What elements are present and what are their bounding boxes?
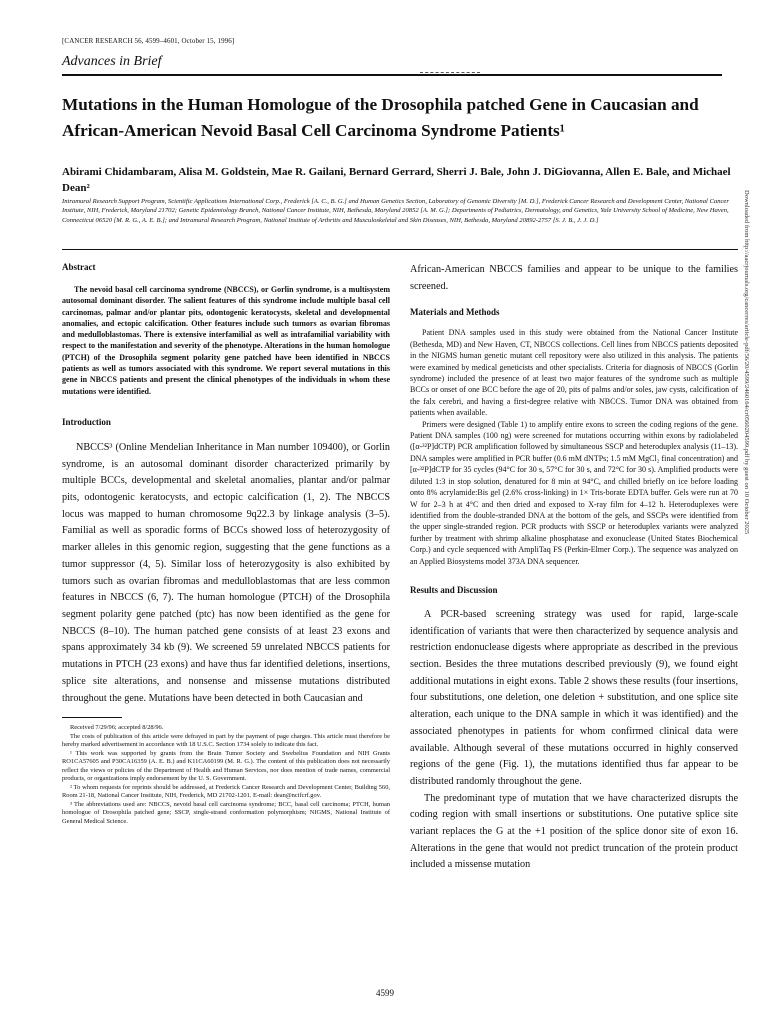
introduction-text: NBCCS³ (Online Mendelian Inheritance in Man number 109400), or Gorlin syndrome, is an autosomal dominant disorder characterized primarily by multiple BCCs, developmental and skeletal anomalies, plantar and/or palmar pits, odontogenic keratocysts, and ectopic calcification (1, 2). The NBCCS locus was mapped to human chromosome 9q22.3 by linkage analysis (3–5). Familial as well as sporadic forms of BCCs showed loss of heterozygosity of marker alleles in this genomic region, suggesting that the gene functions as a tumor suppressor (4, 5). Similar loss of heterozygosity is also exhibited by tumors such as ovarian fibromas and medulloblastomas that are less common features in NBCCS (6, 7). The human homologue (PTCH) of the Drosophila segment polarity gene patched (ptc) has now been identified as the gene for NBCCS (8–10). The human patched gene consists of at least 23 exons and spans approximately 34 kb (9). We screened 59 unrelated NBCCS patients for mutations in PTCH (23 exons) and have thus far identified deletions, insertions, splice site alterations, and nonsense and missense mutations distributed throughout the gene. Mutations have been detected in both Caucasian and bbox=[62, 441, 390, 704]
download-watermark: Downloaded from http://aacrjournals.org/cancerres/article-pdf/56/20/4599/2460164/cr0560204599.pdf by guest on 10 October 2025 bbox=[743, 190, 750, 535]
footnote-reprints: ² To whom requests for reprints should be addressed, at Frederick Cancer Research and Development Center, Building 560, Room 21-18, National Cancer Institute, NIH, Frederick, MD 21702-1201. E-mail: dean@ncifcrf.gov. bbox=[62, 783, 390, 800]
author-list: Abirami Chidambaram, Alisa M. Goldstein, Mae R. Gailani, Bernard Gerrard, Sherri J. Bale, John J. DiGiovanna, Allen E. Bale, and Michael Dean² bbox=[62, 166, 731, 194]
footnotes bbox=[62, 724, 390, 826]
page-number: 4599 bbox=[376, 988, 394, 998]
affiliation-rule bbox=[62, 249, 738, 250]
right-column bbox=[410, 262, 738, 874]
affiliations: Intramural Research Support Program, Scientific Applications International Corp., Frederick [A. C., B. G.] and Human Genetics Section, Laboratory of Genomic Diversity [M. D.], Frederick Cancer Research and Development Center, National Cancer Institute, NIH, Frederick, Maryland 21702; Genetic Epidemiology Branch, National Cancer Institute, NIH, Bethesda, Maryland 20852 [A. M. G.]; Departments of Pediatrics, Dermatology, and Genetics, Yale University School of Medicine, New Haven, Connecticut 06520 [M. R. G., A. E. B.]; and Intramural Research Program, National Institute of Arthritis and Musculoskeletal and Skin Diseases, NIH, Bethesda, Maryland 20892-2757 [S. J. B., J. J. D.] bbox=[62, 198, 729, 224]
abstract-text: The nevoid basal cell carcinoma syndrome (NBCCS), or Gorlin syndrome, is a multisystem autosomal dominant disorder. The salient features of this syndrome include multiple basal cell carcinomas, palmar and/or plantar pits, odontogenic keratocysts, skeletal and developmental anomalies, and ectopic calcification. Other features include such tumors as ovarian fibromas and medulloblastomas. There is extensive interfamilial as well as intrafamilial variability with respect to the manifestation and severity of the phenotype. Alterations in the human homologue (PTCH) of the Drosophila segment polarity gene patched have been identified in NBCCS patients as well as tumors associated with this syndrome. We report several mutations in this gene in NBCCS patients and present the clinical phenotypes of the individuals in whom these mutations were identified. bbox=[62, 285, 390, 396]
footnote-funding: ¹ This work was supported by grants from the Brain Tumor Society and Swebelius Foundation and NIH Grants RO1CA57605 and P30CA16359 (A. E. B.) and K11CA60199 (M. R. G.). The content of this publication does not necessarily reflect the views or policies of the Department of Health and Human Services, nor does mention of trade names, commercial products, or organizations imply endorsement by the U. S. Government. bbox=[62, 749, 390, 783]
footnote-abbreviations: ³ The abbreviations used are: NBCCS, nevoid basal cell carcinoma syndrome; BCC, basal cell carcinoma; PTCH, human homologue of Drosophila patched gene; SSCP, single-strand conformation polymorphism; NIGMS, National Institute of General Medical Science. bbox=[62, 800, 390, 825]
introduction-continuation: African-American NBCCS families and appear to be unique to the families screened. bbox=[410, 264, 738, 292]
introduction-heading: Introduction bbox=[62, 416, 111, 427]
running-head: [CANCER RESEARCH 56, 4599–4601, October 15, 1996] bbox=[62, 37, 235, 45]
footnote-costs: The costs of publication of this article were defrayed in part by the payment of page charges. This article must therefore be hereby marked advertisement in accordance with 18 U.S.C. Section 1734 solely to indicate this fact. bbox=[62, 732, 390, 749]
header-dashed-rule bbox=[420, 72, 480, 73]
results-paragraph-1: A PCR-based screening strategy was used for rapid, large-scale identification of variants that were then characterized by sequence analysis and restriction endonuclease digests where appropriate as described in the previous section. Besides the three mutations described previously (9), we found eight additional mutations in eight exons. Table 2 shows these results (four insertions, four substitutions, one deletion, one deletion + substitution, and one splice site alteration, each unique to the DNA sample in which it was identified) and the associated phenotypes in patients for whom confirmed clinical data were available. Although several of these mutations occurred in highly conserved regions of the gene (Fig. 1), the mutations identified thus far appear to be distributed randomly throughout the gene. bbox=[410, 608, 738, 787]
abstract-heading: Abstract bbox=[62, 262, 96, 272]
article-title: Mutations in the Human Homologue of the Drosophila patched Gene in Caucasian and African-American Nevoid Basal Cell Carcinoma Syndrome Patients¹ bbox=[62, 95, 699, 140]
results-paragraph-2: The predominant type of mutation that we have characterized disrupts the coding region with small insertions or substitutions. One putative splice site variant replaces the G at the +1 position of the splice donor site of exon 16. Alterations in the gene that would not predict truncation of the protein product included a missense mutation bbox=[410, 792, 738, 871]
materials-heading: Materials and Methods bbox=[410, 307, 500, 318]
footnote-received: Received 7/29/96; accepted 8/28/96. bbox=[70, 724, 164, 732]
results-heading: Results and Discussion bbox=[410, 584, 498, 595]
header-rule bbox=[62, 74, 722, 76]
section-banner: Advances in Brief bbox=[62, 54, 162, 69]
materials-paragraph-1: Patient DNA samples used in this study were obtained from the National Cancer Institute (Bethesda, MD) and New Haven, CT, NBCCS collections. Cell lines from NBCCS patients deposited in the NIGMS human genetic mutant cell repository were also utilized in this analysis. The patients were examined by medical geneticists and other specialists. Criteria for diagnosis of NBCCS (Gorlin syndrome) included the presence of at least two major features of the syndrome such as multiple BCCs or onset of one BCC before the age of 20, pits of palms and/or soles, jaw cysts, calcification of the falx cerebri, and having a first-degree relative with NBCCS. Tumor DNA was obtained from patients when available. bbox=[410, 328, 738, 418]
materials-paragraph-2: Primers were designed (Table 1) to amplify entire exons to screen the coding regions of the gene. Patient DNA samples (100 ng) were screened for mutations occurring within exons by radiolabeled ([α-³²P]dCTP) PCR amplification followed by simultaneous SSCP and heteroduplex analysis (11–13). DNA samples were amplified in PCR buffer (0.6 mM dNTPs; 1.5 mM MgCl₂ final concentration) and [α-³²P]dCTP for 35 cycles (94°C for 30 s, 57°C for 30 s, and 72°C for 30 s). Amplified products were diluted 1:3 in stop solution, denatured for 8 min at 94°C, and chilled briefly on ice before loading onto 8% acrylamide:Bis gel (2.6% cross-linking) in 1× Tris-borate EDTA buffer. Gels were run at 70 W for 2–3 h at 4°C and then dried and exposed to X-ray film for 4–12 h. Heteroduplexes were identified from the double-stranded DNA at the bottom of the gels, and SSCPs were identified from the upper single-stranded region. PCR products with SSCP or heteroduplex variants were analyzed further by treatment with shrimp alkaline phosphatase and exonuclease (United States Biochemical Corp.) and cycle sequenced with AmpliTaq FS (Perkin-Elmer Corp.). The sequence was analyzed on an Applied Biosystems model 373A DNA sequencer. bbox=[410, 419, 738, 566]
left-column bbox=[62, 262, 390, 826]
